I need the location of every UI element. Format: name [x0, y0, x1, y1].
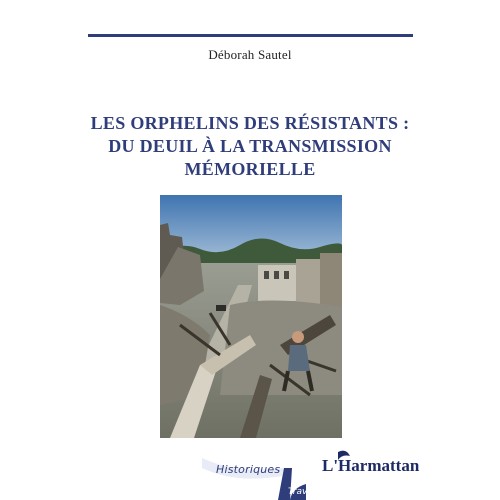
publisher-logo	[316, 450, 420, 480]
top-rule	[88, 34, 413, 37]
title-line-3: MÉMORIELLE	[184, 159, 316, 179]
cover-photo	[160, 195, 342, 438]
title-line-2: DU DEUIL À LA TRANSMISSION	[108, 136, 392, 156]
book-title	[60, 112, 440, 181]
author-name: Déborah Sautel	[208, 47, 292, 62]
series-name: Historiques	[216, 463, 281, 476]
ruined-town-photo-icon	[160, 195, 342, 438]
series-logo	[196, 454, 324, 500]
publisher-name: L'Harmattan	[322, 456, 420, 475]
title-line-1: LES ORPHELINS DES RÉSISTANTS :	[90, 113, 410, 133]
series-subseries: Travaux	[288, 487, 324, 497]
